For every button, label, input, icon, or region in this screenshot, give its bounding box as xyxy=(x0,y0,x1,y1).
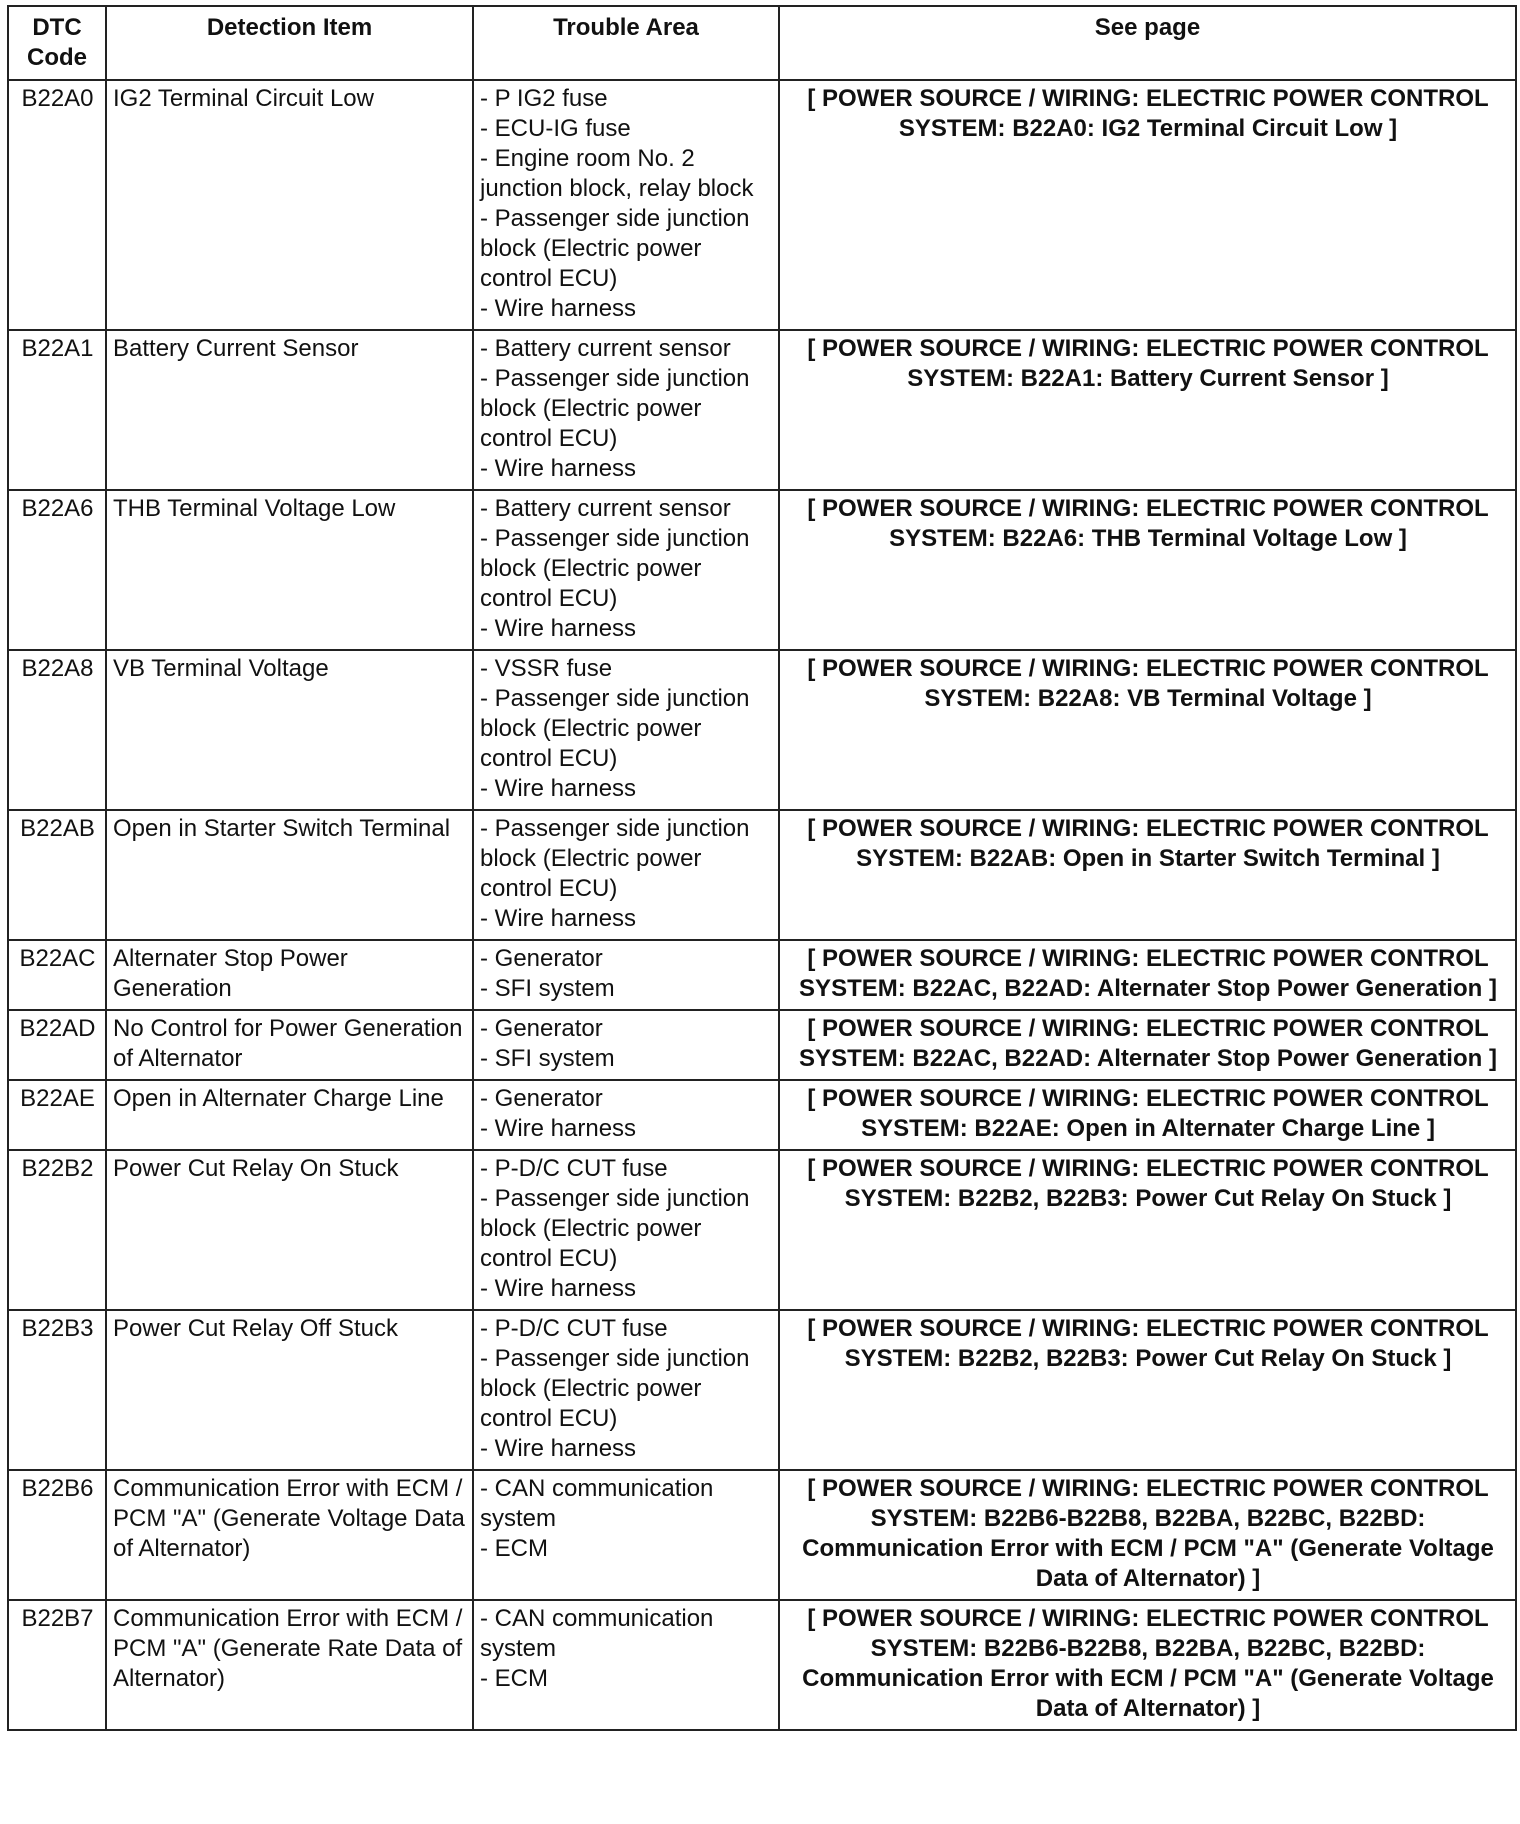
trouble-area-item: - P-D/C CUT fuse xyxy=(480,1315,668,1342)
detection-item-cell: No Control for Power Generation of Alternator xyxy=(106,1010,473,1080)
header-trouble-area: Trouble Area xyxy=(473,6,779,80)
trouble-area-item: - Battery current sensor xyxy=(480,335,731,362)
trouble-area-item: - Wire harness xyxy=(480,455,637,482)
table-row xyxy=(8,1010,1516,1080)
trouble-area-cell xyxy=(473,1150,779,1310)
trouble-area-item: - Wire harness xyxy=(480,295,637,322)
see-page-link[interactable]: [ POWER SOURCE / WIRING: ELECTRIC POWER CONTROL SYSTEM: B22A0: IG2 Terminal Circuit Low ] xyxy=(779,80,1516,330)
trouble-area-item: - Wire harness xyxy=(480,1435,637,1462)
table-row xyxy=(8,1600,1516,1730)
trouble-area-item: - Battery current sensor xyxy=(480,495,731,522)
dtc-table-container xyxy=(7,5,1517,1731)
table-row xyxy=(8,330,1516,490)
see-page-link[interactable]: [ POWER SOURCE / WIRING: ELECTRIC POWER CONTROL SYSTEM: B22B6-B22B8, B22BA, B22BC, B22BD: Communication Error with ECM / PCM "A" (Generate Voltage Data of Alternator) ] xyxy=(779,1600,1516,1730)
dtc-code-cell: B22A1 xyxy=(8,330,106,490)
dtc-table xyxy=(7,5,1517,1731)
header-row xyxy=(8,6,1516,80)
trouble-area-item: - Passenger side junction block (Electric power control ECU) xyxy=(480,685,750,772)
see-page-link[interactable]: [ POWER SOURCE / WIRING: ELECTRIC POWER CONTROL SYSTEM: B22AC, B22AD: Alternater Stop Power Generation ] xyxy=(779,1010,1516,1080)
trouble-area-cell xyxy=(473,810,779,940)
trouble-area-item: - Wire harness xyxy=(480,905,637,932)
trouble-area-item: - Generator xyxy=(480,1085,603,1112)
table-row xyxy=(8,1080,1516,1150)
header-dtc-code-line1: DTC xyxy=(32,14,82,41)
trouble-area-item: - CAN communication system xyxy=(480,1605,714,1662)
header-dtc-code xyxy=(8,6,106,80)
trouble-area-item: - P IG2 fuse xyxy=(480,85,608,112)
trouble-area-item: - VSSR fuse xyxy=(480,655,613,682)
trouble-area-item: - SFI system xyxy=(480,975,615,1002)
trouble-area-item: - Passenger side junction block (Electric power control ECU) xyxy=(480,815,750,902)
trouble-area-item: - P-D/C CUT fuse xyxy=(480,1155,668,1182)
trouble-area-item: - Wire harness xyxy=(480,1115,637,1142)
trouble-area-item: - Engine room No. 2 junction block, relay block xyxy=(480,145,754,202)
trouble-area-cell xyxy=(473,1010,779,1080)
table-row xyxy=(8,810,1516,940)
table-row xyxy=(8,1150,1516,1310)
trouble-area-item: - Generator xyxy=(480,1015,603,1042)
see-page-link[interactable]: [ POWER SOURCE / WIRING: ELECTRIC POWER CONTROL SYSTEM: B22AE: Open in Alternater Charge Line ] xyxy=(779,1080,1516,1150)
detection-item-cell: Open in Alternater Charge Line xyxy=(106,1080,473,1150)
trouble-area-cell xyxy=(473,1080,779,1150)
trouble-area-item: - Generator xyxy=(480,945,603,972)
trouble-area-item: - CAN communication system xyxy=(480,1475,714,1532)
trouble-area-item: - ECM xyxy=(480,1535,548,1562)
header-see-page: See page xyxy=(779,6,1516,80)
see-page-link[interactable]: [ POWER SOURCE / WIRING: ELECTRIC POWER CONTROL SYSTEM: B22A1: Battery Current Sensor ] xyxy=(779,330,1516,490)
detection-item-cell: Power Cut Relay Off Stuck xyxy=(106,1310,473,1470)
dtc-code-cell: B22B3 xyxy=(8,1310,106,1470)
trouble-area-item: - Passenger side junction block (Electric power control ECU) xyxy=(480,525,750,612)
trouble-area-item: - Wire harness xyxy=(480,1275,637,1302)
detection-item-cell: Communication Error with ECM / PCM "A" (Generate Rate Data of Alternator) xyxy=(106,1600,473,1730)
dtc-code-cell: B22A0 xyxy=(8,80,106,330)
trouble-area-item: - SFI system xyxy=(480,1045,615,1072)
dtc-code-cell: B22B7 xyxy=(8,1600,106,1730)
trouble-area-item: - Wire harness xyxy=(480,775,637,802)
trouble-area-item: - ECM xyxy=(480,1665,548,1692)
trouble-area-cell xyxy=(473,940,779,1010)
dtc-code-cell: B22AC xyxy=(8,940,106,1010)
see-page-link[interactable]: [ POWER SOURCE / WIRING: ELECTRIC POWER CONTROL SYSTEM: B22B2, B22B3: Power Cut Relay On Stuck ] xyxy=(779,1310,1516,1470)
trouble-area-item: - Wire harness xyxy=(480,615,637,642)
table-row xyxy=(8,490,1516,650)
dtc-code-cell: B22A6 xyxy=(8,490,106,650)
see-page-link[interactable]: [ POWER SOURCE / WIRING: ELECTRIC POWER CONTROL SYSTEM: B22B6-B22B8, B22BA, B22BC, B22BD: Communication Error with ECM / PCM "A" (Generate Voltage Data of Alternator) ] xyxy=(779,1470,1516,1600)
see-page-link[interactable]: [ POWER SOURCE / WIRING: ELECTRIC POWER CONTROL SYSTEM: B22A6: THB Terminal Voltage Low ] xyxy=(779,490,1516,650)
trouble-area-cell xyxy=(473,1470,779,1600)
detection-item-cell: VB Terminal Voltage xyxy=(106,650,473,810)
detection-item-cell: Alternater Stop Power Generation xyxy=(106,940,473,1010)
trouble-area-item: - ECU-IG fuse xyxy=(480,115,631,142)
detection-item-cell: Open in Starter Switch Terminal xyxy=(106,810,473,940)
trouble-area-item: - Passenger side junction block (Electric power control ECU) xyxy=(480,1345,750,1432)
detection-item-cell: Battery Current Sensor xyxy=(106,330,473,490)
trouble-area-cell xyxy=(473,80,779,330)
dtc-table-body xyxy=(8,80,1516,1730)
detection-item-cell: Power Cut Relay On Stuck xyxy=(106,1150,473,1310)
see-page-link[interactable]: [ POWER SOURCE / WIRING: ELECTRIC POWER CONTROL SYSTEM: B22B2, B22B3: Power Cut Relay On Stuck ] xyxy=(779,1150,1516,1310)
table-row xyxy=(8,1470,1516,1600)
trouble-area-cell xyxy=(473,490,779,650)
detection-item-cell: IG2 Terminal Circuit Low xyxy=(106,80,473,330)
dtc-code-cell: B22AD xyxy=(8,1010,106,1080)
dtc-code-cell: B22B2 xyxy=(8,1150,106,1310)
detection-item-cell: THB Terminal Voltage Low xyxy=(106,490,473,650)
trouble-area-item: - Passenger side junction block (Electric power control ECU) xyxy=(480,365,750,452)
trouble-area-cell xyxy=(473,330,779,490)
trouble-area-cell xyxy=(473,1600,779,1730)
trouble-area-cell xyxy=(473,650,779,810)
trouble-area-item: - Passenger side junction block (Electric power control ECU) xyxy=(480,205,750,292)
trouble-area-item: - Passenger side junction block (Electric power control ECU) xyxy=(480,1185,750,1272)
see-page-link[interactable]: [ POWER SOURCE / WIRING: ELECTRIC POWER CONTROL SYSTEM: B22AC, B22AD: Alternater Stop Power Generation ] xyxy=(779,940,1516,1010)
table-row xyxy=(8,80,1516,330)
dtc-code-cell: B22AB xyxy=(8,810,106,940)
see-page-link[interactable]: [ POWER SOURCE / WIRING: ELECTRIC POWER CONTROL SYSTEM: B22AB: Open in Starter Switch Terminal ] xyxy=(779,810,1516,940)
see-page-link[interactable]: [ POWER SOURCE / WIRING: ELECTRIC POWER CONTROL SYSTEM: B22A8: VB Terminal Voltage ] xyxy=(779,650,1516,810)
table-row xyxy=(8,1310,1516,1470)
detection-item-cell: Communication Error with ECM / PCM "A" (Generate Voltage Data of Alternator) xyxy=(106,1470,473,1600)
dtc-code-cell: B22A8 xyxy=(8,650,106,810)
header-detection-item: Detection Item xyxy=(106,6,473,80)
header-dtc-code-line2: Code xyxy=(27,44,87,71)
table-row xyxy=(8,940,1516,1010)
trouble-area-cell xyxy=(473,1310,779,1470)
dtc-code-cell: B22B6 xyxy=(8,1470,106,1600)
dtc-code-cell: B22AE xyxy=(8,1080,106,1150)
table-row xyxy=(8,650,1516,810)
